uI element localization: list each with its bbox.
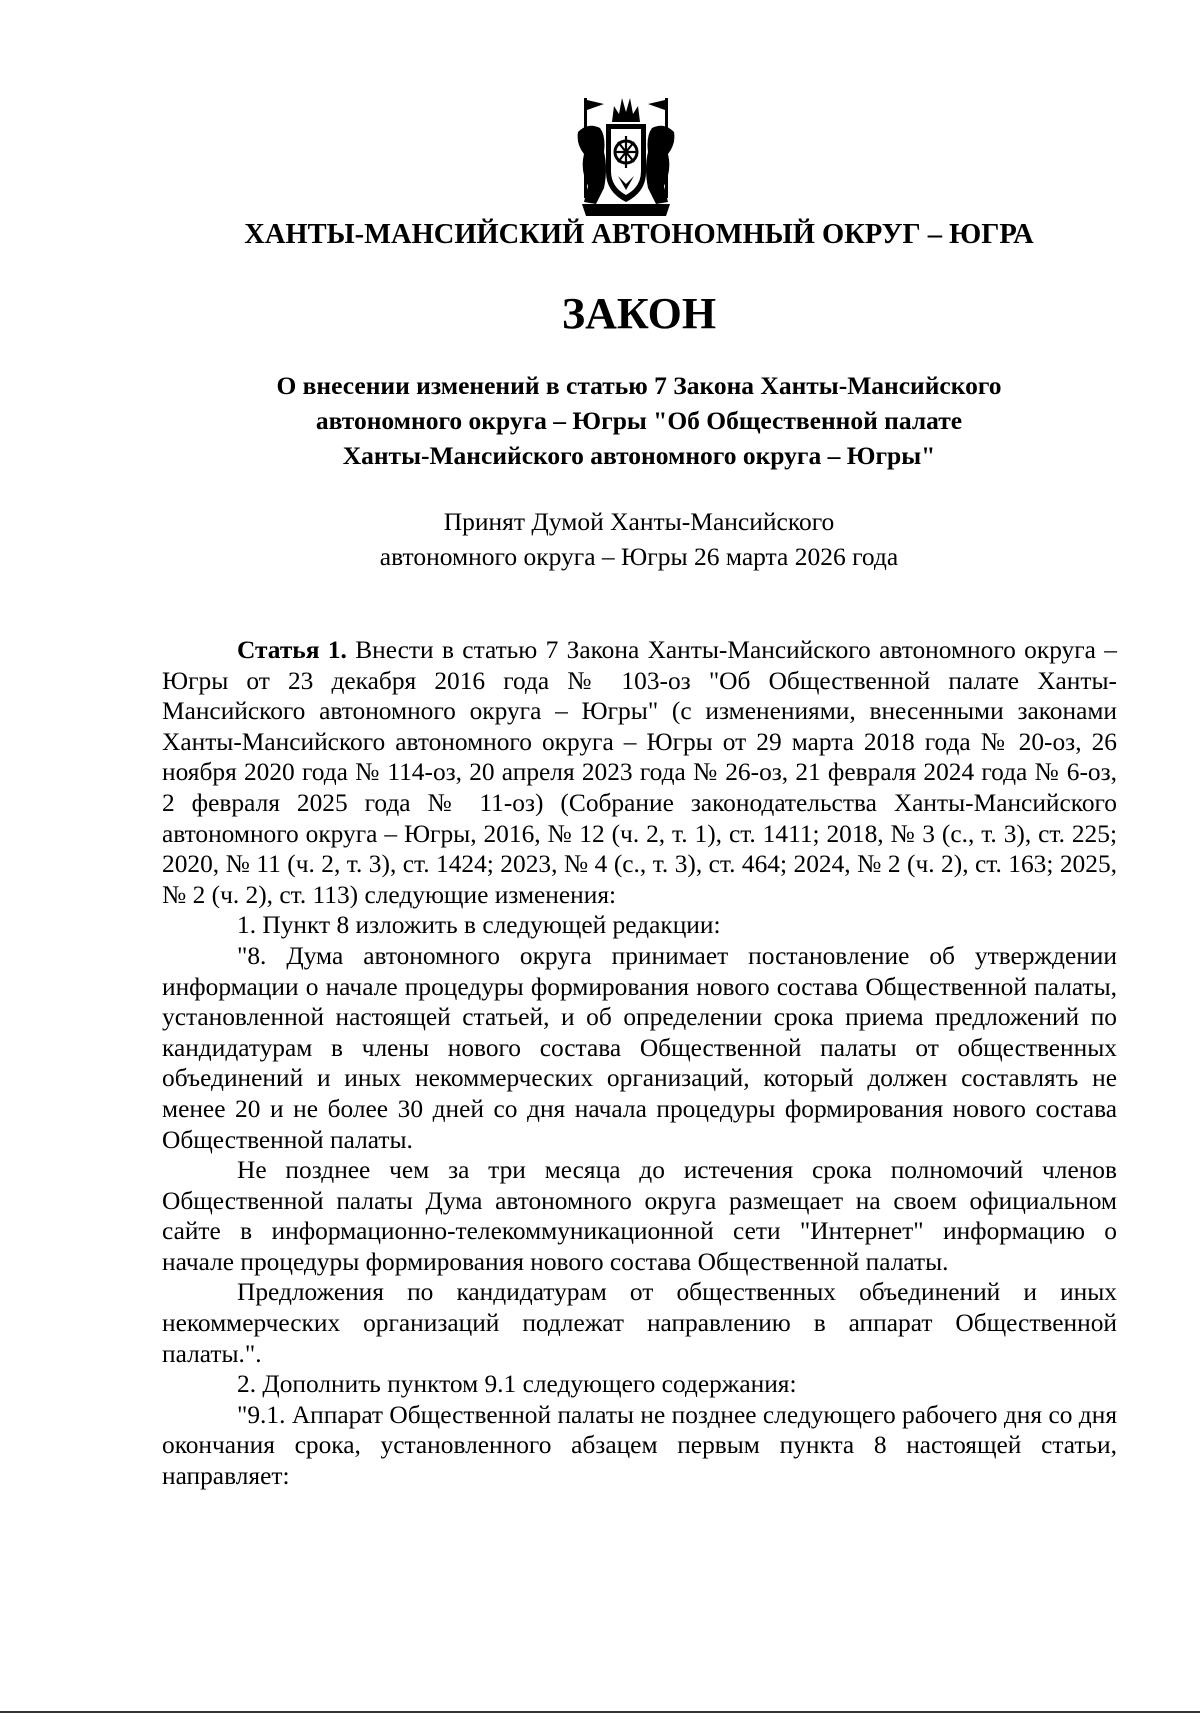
document-type: ЗАКОН <box>561 289 717 338</box>
body-paragraph: Не позднее чем за три месяца до истечения срока полномочий членов Общественной палаты Дума автономного округа размещает на своем официальном сайте в информационно-телекоммуникационной сети "Интернет" информацию о начале процедуры формирования нового состава Общественной палаты. <box>162 1156 1117 1276</box>
document-title <box>0 368 1200 473</box>
adoption-line: автономного округа – Югры 26 марта 2026 года <box>379 542 899 571</box>
article-label: Статья 1. <box>237 636 347 664</box>
adoption-note <box>0 504 1200 574</box>
coat-of-arms-emblem <box>574 92 678 220</box>
document-body <box>162 635 1117 1492</box>
region-name: ХАНТЫ-МАНСИЙСКИЙ АВТОНОМНЫЙ ОКРУГ – ЮГРА <box>244 219 1034 250</box>
page-bottom-divider <box>0 1711 1200 1713</box>
body-paragraph: 2. Дополнить пунктом 9.1 следующего содержания: <box>237 1370 797 1399</box>
body-paragraph: "9.1. Аппарат Общественной палаты не позднее следующего рабочего дня со дня окончания срока, установленного абзацем первым пункта 8 настоящей статьи, направляет: <box>162 1400 1117 1491</box>
title-line: О внесении изменений в статью 7 Закона Ханты-Мансийского <box>276 371 1002 400</box>
article-paragraph <box>162 635 1117 910</box>
title-line: Ханты-Мансийского автономного округа – Югры" <box>342 441 936 470</box>
body-paragraph: Предложения по кандидатурам от общественных объединений и иных некоммерческих организаций подлежат направлению в аппарат Общественной палаты.". <box>162 1278 1117 1368</box>
title-line: автономного округа – Югры "Об Общественной палате <box>315 406 963 435</box>
body-paragraph: 1. Пункт 8 изложить в следующей редакции: <box>237 911 721 940</box>
body-paragraph: "8. Дума автономного округа принимает постановление об утверждении информации о начале процедуры формирования нового состава Общественной палаты, установленной настоящей статьей, и об определении срока приема предложений по кандидатурам в члены нового состава Общественной палаты от общественных объединений и иных некоммерческих организаций, который должен составлять не менее 20 и не более 30 дней со дня начала процедуры формирования нового состава Общественной палаты. <box>162 941 1117 1154</box>
article-text: Внести в статью 7 Закона Ханты-Мансийского автономного округа – Югры от 23 декабря 2016 года № 103-оз "Об Общественной палате Ханты-Мансийского автономного округа – Югры" (с изменениями, внесенными законами Ханты-Мансийского автономного округа – Югры от 29 марта 2018 года № 20-оз, 26 ноября 2020 года № 114-оз, 20 апреля 2023 года № 26-оз, 21 февраля 2024 года № 6-оз, 2 февраля 2025 года № 11-оз) (Собрание законодательства Ханты-Мансийского автономного округа – Югры, 2016, № 12 (ч. 2, т. 1), ст. 1411; 2018, № 3 (с., т. 3), ст. 225; 2020, № 11 (ч. 2, т. 3), ст. 1424; 2023, № 4 (с., т. 3), ст. 464; 2024, № 2 (ч. 2), ст. 163; 2025, № 2 (ч. 2), ст. 113) следующие изменения: <box>162 636 1117 909</box>
adoption-line: Принят Думой Ханты-Мансийского <box>443 507 835 536</box>
